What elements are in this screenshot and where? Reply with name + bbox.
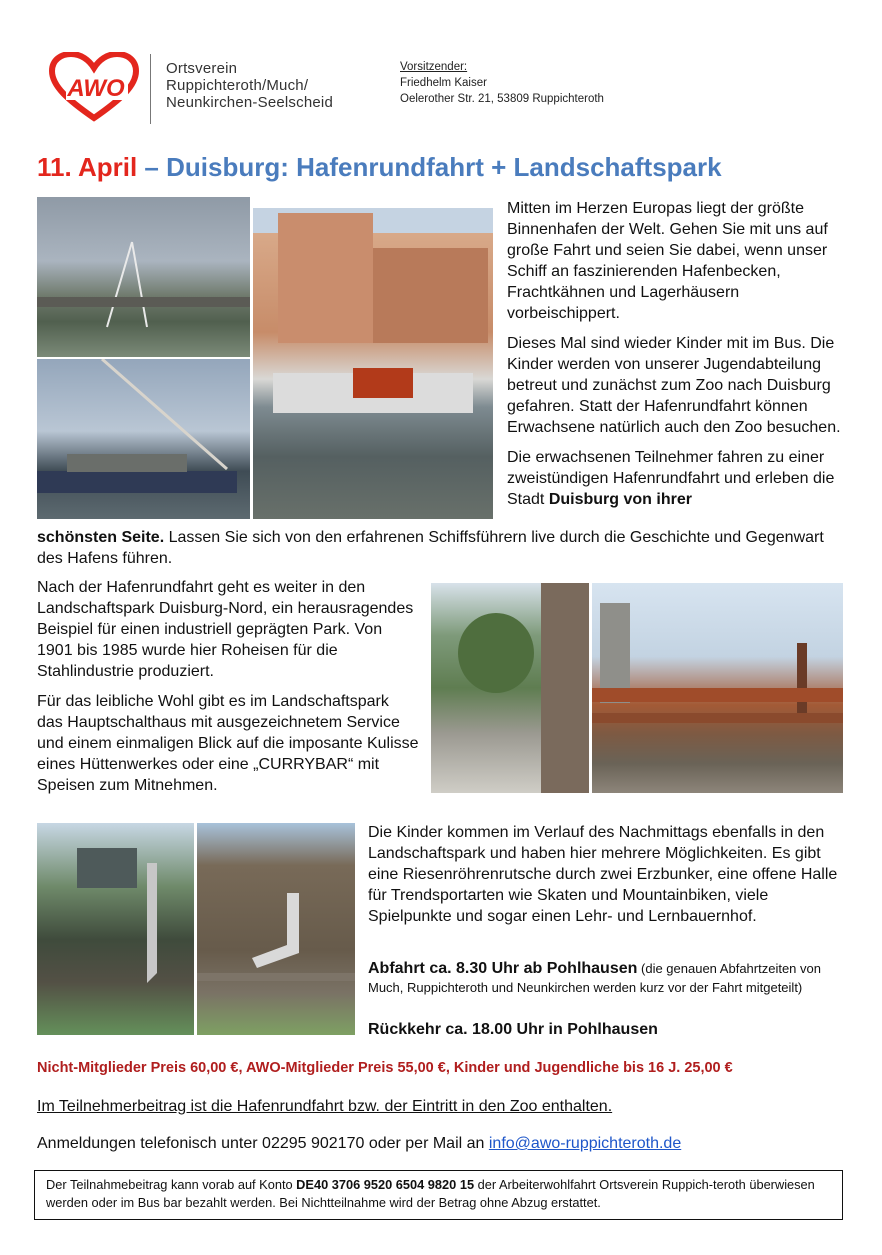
intro-paragraph-2: Dieses Mal sind wieder Kinder mit im Bus. Die Kinder werden von unserer Jugendabteilung betreut und zunächst zum Zoo nach Duisburg gefahren. Statt der Hafenrundfahrt können Erwachsene natürlich auch den Zoo besuchen. [507,335,841,436]
registration-line [37,1135,681,1153]
chair-address: Oelerother Str. 21, 53809 Ruppichteroth [400,93,604,105]
harbour-houses-photo [253,208,493,519]
org-line-2: Ruppichteroth/Much/ [166,77,309,94]
page-title [37,152,722,183]
title-date: 11. April [37,152,138,182]
chair-name: Friedhelm Kaiser [400,77,487,89]
park-paragraph-1: Nach der Hafenrundfahrt geht es weiter in den Landschaftspark Duisburg-Nord, ein herausragendes Beispiel für einen industriell geprägten Park. Von 1901 bis 1985 wurde hier Roheisen für die Stahlindustrie produziert. [37,579,414,680]
email-link[interactable]: info@awo-ruppichteroth.de [488,1135,682,1152]
departure-time: Abfahrt ca. 8.30 Uhr ab Pohlhausen [368,960,638,977]
park-photo-2 [592,583,843,793]
logo-text: AWO [67,75,125,102]
intro-text [507,198,845,510]
included-note: Im Teilnehmerbeitrag ist die Hafenrundfahrt bzw. der Eintritt in den Zoo enthalten. [37,1098,613,1115]
registration-text: Anmeldungen telefonisch unter 02295 902170 oder per Mail an [37,1135,489,1152]
chair-label: Vorsitzender: [400,61,468,73]
slide-icon [37,823,194,1035]
return-info: Rückkehr ca. 18.00 Uhr in Pohlhausen [368,1021,658,1038]
org-name [166,60,333,111]
price-line: Nicht-Mitglieder Preis 60,00 €, AWO-Mitglieder Preis 55,00 €, Kinder und Jugendliche bis 16 J. 25,00 € [37,1060,733,1076]
slide-photo-1 [37,823,194,1035]
header-divider [150,54,151,124]
factory-icon [592,583,843,793]
intro-p3-bold2: schönsten Seite. [37,529,165,546]
park-photo-1 [431,583,589,793]
tree-icon [431,583,589,793]
intro-paragraph-3 [507,447,845,510]
payment-iban: DE40 3706 9520 6504 9820 15 [296,1177,475,1192]
park-paragraph-2: Für das leibliche Wohl gibt es im Landschaftspark das Hauptschalthaus mit ausgezeichnetem Service und einem einmaligen Blick auf die imposante Kulisse eines Hüttenwerkes oder eine „CURRYBAR“ mit Speisen zum Mitnehmen. [37,693,419,794]
crane-icon [37,197,250,357]
payment-text-a: Der Teilnahmebeitrag kann vorab auf Konto [46,1177,297,1192]
kids-paragraph: Die Kinder kommen im Verlauf des Nachmittags ebenfalls in den Landschaftspark und haben hier mehrere Möglichkeiten. Es gibt eine Riesenröhrenrutsche durch zwei Erzbunker, eine offene Halle für Trendsportarten wie Skaten und Mountainbiken, viele Spielpunkte und sogar einen Lehr- und Lernbauernhof. [368,824,838,925]
intro-paragraph-1: Mitten im Herzen Europas liegt der größte Binnenhafen der Welt. Gehen Sie mit uns auf große Fahrt und seien Sie dabei, wenn unser Schiff an faszinierenden Hafenbecken, Frachtkähnen und Lagerhäusern vorbeischippert. [507,200,828,322]
ship-icon [37,359,250,519]
intro-p3-a: Die erwachsenen Teilnehmer fahren zu einer zweistündigen Hafenrundfahrt und erleben die Stadt [507,449,835,508]
slide-photo-2 [197,823,355,1035]
heart-icon [48,52,140,122]
intro-p3-bold1: Duisburg von ihrer [548,491,692,508]
harbour-photo-1 [37,197,250,357]
intro-continuation [37,527,845,569]
org-line-1: Ortsverein [166,60,238,77]
departure-info [368,959,844,997]
payment-text-b: der Arbeiterwohlfahrt Ortsverein Ruppich-teroth überwiesen werden oder im Bus bar bezahlt werden. Bei Nichtteilnahme wird der Betrag ohne Abzug erstattet. [46,1177,815,1210]
kids-text [368,822,846,927]
departure-note: (die genauen Abfahrtzeiten von Much, Ruppichteroth und Neunkirchen werden kurz vor der Fahrt mitgeteilt) [368,961,821,995]
intro-p3-b: Lassen Sie sich von den erfahrenen Schiffsführern live durch die Geschichte und Gegenwart des Hafens führen. [37,529,824,567]
chair-contact [400,59,604,107]
payment-text [46,1176,836,1212]
building-icon [253,208,493,519]
title-rest: – Duisburg: Hafenrundfahrt + Landschaftspark [137,152,722,182]
park-text [37,577,419,796]
harbour-photo-2 [37,359,250,519]
org-line-3: Neunkirchen-Seelscheid [166,94,333,111]
tube-slide-icon [197,823,355,1035]
awo-logo [48,52,140,122]
